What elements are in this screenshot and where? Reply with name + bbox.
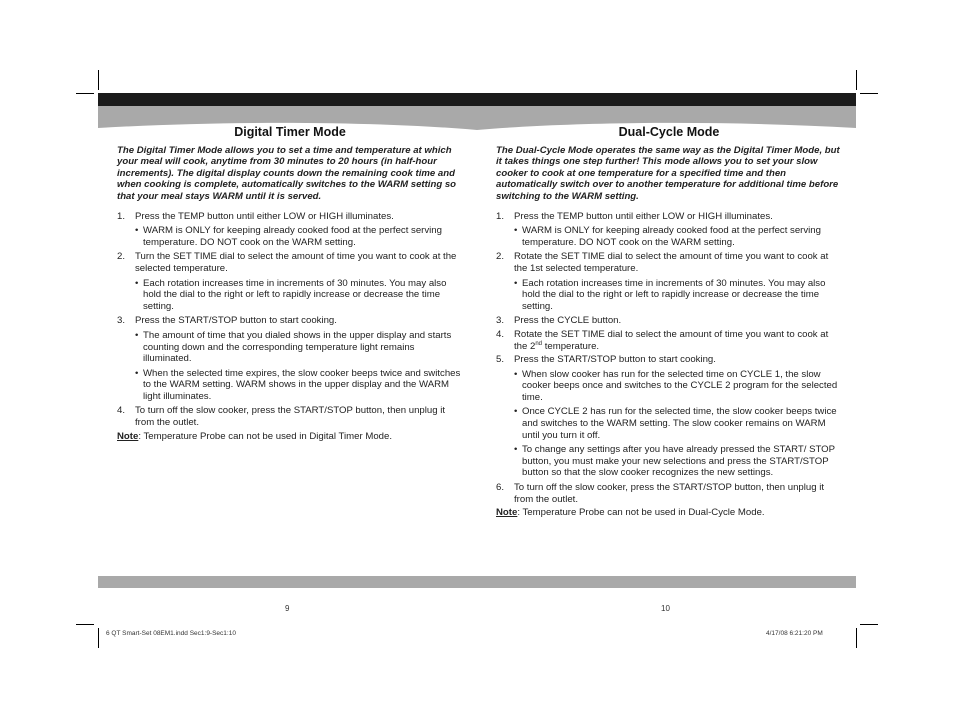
step-item (496, 482, 842, 505)
note-label: Note (496, 507, 518, 519)
section-intro: The Dual-Cycle Mode operates the same way as the Digital Timer Mode, but it takes things one step further! This mode allows you to set your slow cooker to cook at one temperature for a specified time and then automatically switch over to another temperature for additional time before switching to the WARM setting. (496, 144, 840, 202)
step-number: 3. (496, 315, 505, 327)
bullet-list (135, 278, 463, 313)
left-page-content (117, 127, 463, 442)
crop-mark (98, 628, 99, 648)
step-text: Press the START/STOP button to start cooking. (514, 354, 716, 366)
step-text-part: Rotate the SET TIME dial to select the amount of time you want to cook at the 2 (514, 328, 829, 352)
bullet-list (514, 278, 842, 313)
step-number: 6. (496, 482, 505, 494)
step-text: Press the TEMP button until either LOW or HIGH illuminates. (135, 210, 394, 222)
step-item (117, 405, 463, 428)
crop-mark (76, 93, 94, 94)
step-item (117, 211, 463, 249)
bullet-item: • Each rotation increases time in increments of 30 minutes. You may also hold the dial to the right or left to rapidly increase or decrease the time setting. (514, 278, 842, 313)
step-item (496, 251, 842, 312)
right-page-content (496, 127, 842, 519)
section-intro: The Digital Timer Mode allows you to set a time and temperature at which your meal will cook, anytime from 30 minutes to 20 hours (in half-hour increments). The digital display counts down the remaining cook time and when cooking is complete, automatically switches to the WARM setting so that your meal stays WARM until it is served. (117, 144, 457, 202)
slug-timestamp: 4/17/08 6:21:20 PM (766, 630, 823, 637)
bullet-list (514, 369, 842, 479)
bullet-item: • When the selected time expires, the slow cooker beeps twice and switches to the WARM setting. WARM shows in the upper display and the WARM light illuminates. (135, 368, 463, 403)
section-title: Digital Timer Mode (234, 125, 346, 139)
crop-mark (860, 93, 878, 94)
bullet-list (514, 225, 842, 248)
note (496, 507, 842, 519)
steps-list (117, 211, 463, 429)
page-number-left: 9 (285, 604, 290, 613)
footer-bar (98, 576, 856, 588)
step-item (496, 211, 842, 249)
crop-mark (98, 70, 99, 90)
step-text: Press the CYCLE button. (514, 315, 622, 327)
note (117, 431, 463, 443)
step-item (496, 354, 842, 479)
slug-file-info: 6 QT Smart-Set 08EM1.indd Sec1:9-Sec1:10 (106, 630, 236, 637)
step-number: 2. (496, 251, 505, 263)
step-text: Rotate the SET TIME dial to select the amount of time you want to cook at the 1st selected temperature. (514, 251, 829, 274)
step-text: Press the START/STOP button to start cooking. (135, 315, 337, 327)
step-number: 2. (117, 251, 126, 263)
step-item (496, 315, 842, 327)
step-text: To turn off the slow cooker, press the START/STOP button, then unplug it from the outlet. (135, 405, 446, 429)
note-text: : Temperature Probe can not be used in Digital Timer Mode. (138, 430, 392, 442)
bullet-list (135, 225, 463, 248)
step-number: 5. (496, 354, 505, 366)
step-text: Press the TEMP button until either LOW or HIGH illuminates. (514, 210, 773, 222)
crop-mark (856, 70, 857, 90)
step-item (117, 251, 463, 312)
bullet-item: • When slow cooker has run for the selected time on CYCLE 1, the slow cooker beeps once and switches to the CYCLE 2 program for the selected time. (514, 369, 842, 404)
note-label: Note (117, 430, 139, 442)
note-text: : Temperature Probe can not be used in Dual-Cycle Mode. (517, 507, 765, 519)
step-text: Turn the SET TIME dial to select the amount of time you want to cook at the selected temperature. (135, 251, 457, 274)
ordinal-suffix: nd (535, 340, 543, 347)
page-number-right: 10 (661, 604, 670, 613)
step-text (514, 329, 828, 352)
bullet-item: • Once CYCLE 2 has run for the selected time, the slow cooker beeps twice and switches to the WARM setting. The slow cooker remains on WARM until you turn it off. (514, 406, 842, 441)
crop-mark (76, 624, 94, 625)
header-bar (98, 93, 856, 106)
bullet-item: • WARM is ONLY for keeping already cooked food at the perfect serving temperature. DO NOT cook on the WARM setting. (514, 225, 842, 248)
step-text: To turn off the slow cooker, press the START/STOP button, then unplug it from the outlet. (514, 482, 825, 505)
bullet-item: • Each rotation increases time in increments of 30 minutes. You may also hold the dial to the right or left to rapidly increase or decrease the time setting. (135, 278, 463, 313)
step-number: 1. (496, 210, 505, 222)
step-number: 4. (496, 328, 505, 340)
bullet-item: • The amount of time that you dialed shows in the upper display and starts counting down and the corresponding temperature light remains illuminated. (135, 330, 463, 365)
bullet-list (135, 330, 463, 403)
crop-mark (860, 624, 878, 625)
bullet-item: • WARM is ONLY for keeping already cooked food at the perfect serving temperature. DO NOT cook on the WARM setting. (135, 225, 463, 248)
step-text-part: temperature. (542, 340, 600, 352)
step-item (117, 315, 463, 402)
steps-list (496, 211, 842, 506)
crop-mark (856, 628, 857, 648)
step-item (496, 329, 842, 352)
step-number: 4. (117, 405, 126, 417)
step-number: 3. (117, 315, 126, 327)
step-number: 1. (117, 210, 126, 222)
section-title: Dual-Cycle Mode (618, 125, 720, 139)
bullet-item: • To change any settings after you have already pressed the START/ STOP button, you must make your new selections and press the START/STOP button so that the slow cooker recognizes the new settings. (514, 444, 842, 479)
